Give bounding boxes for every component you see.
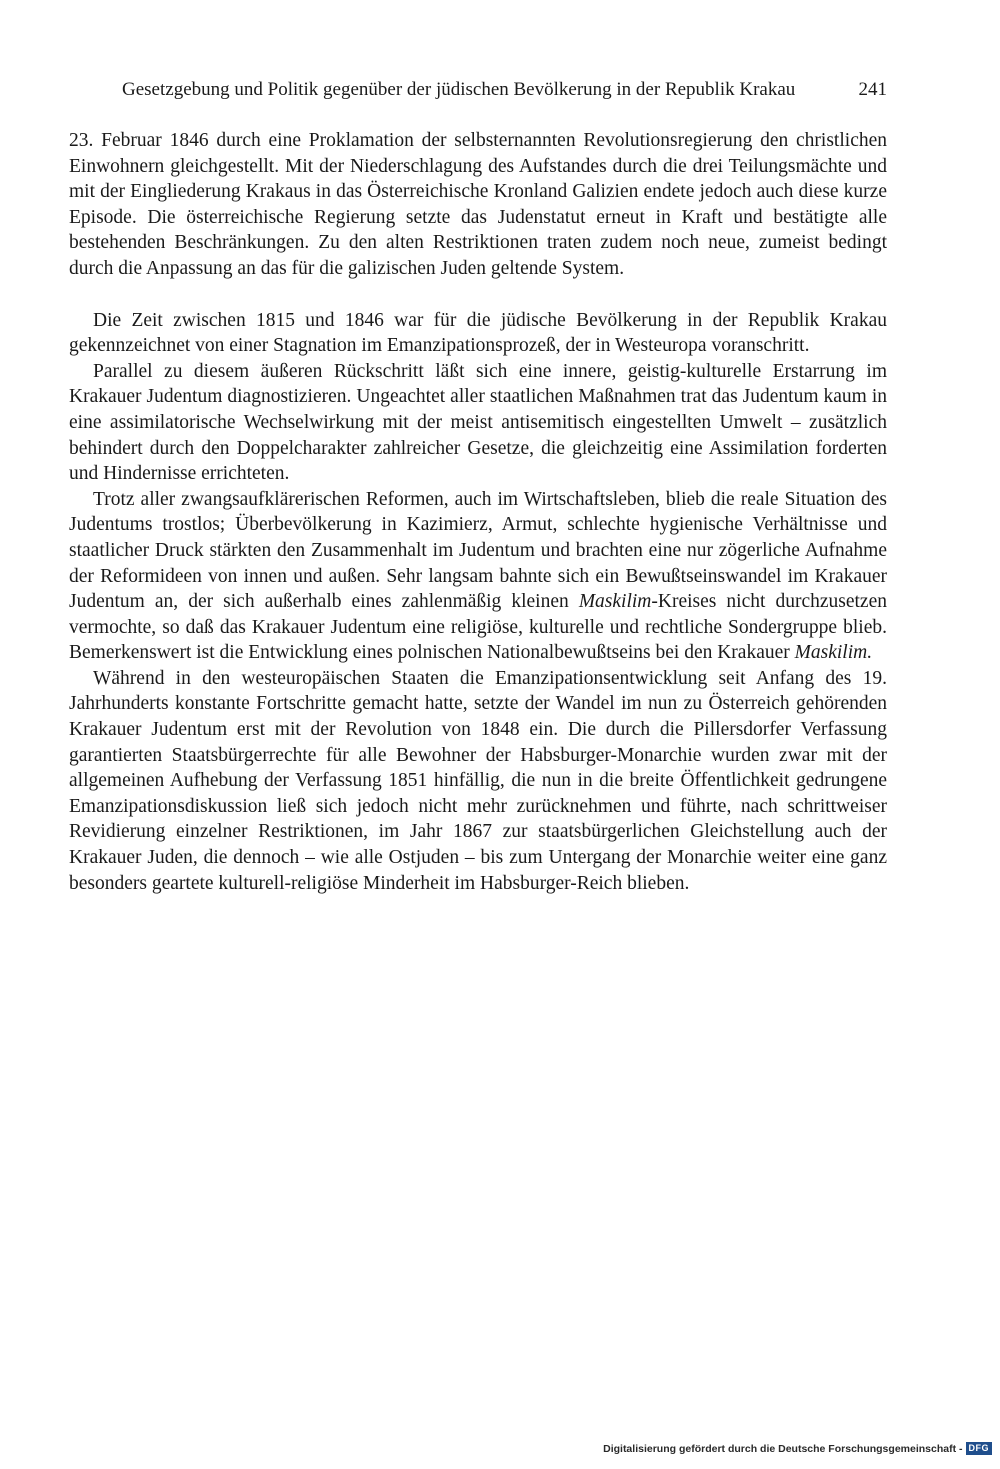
paragraph-2: Die Zeit zwischen 1815 und 1846 war für die jüdische Bevölkerung in der Republik Krakau gekennzeichnet von einer Stagnation im Emanzipationsprozeß, der in Westeuropa voranschritt.: [69, 309, 887, 357]
paragraph-4: [69, 487, 887, 666]
credit-text: Digitalisierung gefördert durch die Deutsche Forschungsgemeinschaft -: [603, 1442, 963, 1455]
body-text: [69, 128, 887, 896]
running-title: Gesetzgebung und Politik gegenüber der jüdischen Bevölkerung in der Republik Krakau: [122, 79, 796, 100]
paragraph-1: 23. Februar 1846 durch eine Proklamation der selbsternannten Revolutionsregierung den christlichen Einwohnern gleichgestellt. Mit der Niederschlagung des Aufstandes durch die drei Teilungsmächte und mit der Eingliederung Krakaus in das Österreichische Kronland Galizien endete jedoch auch diese kurze Episode. Die österreichische Regierung setzte das Judenstatut erneut in Kraft und bestätigte alle bestehenden Beschränkungen. Zu den alten Restriktionen traten zudem noch neue, zumeist bedingt durch die Anpassung an das für die galizischen Juden geltende System.: [69, 130, 887, 279]
paragraph-4-part-a: Trotz aller zwangsaufklärerischen Reformen, auch im Wirtschaftsleben, blieb die reale Situation des Judentums trostlos; Überbevölkerung in Kazimierz, Armut, schlechte hygienische Verhältnisse und staatlicher Druck stärkten den Zusammenhalt im Judentum und brachten eine nur zögerliche Aufnahme der Reformideen von innen und außen. Sehr langsam bahnte sich ein Bewußtseinswandel im Krakauer Judentum an, der sich außerhalb eines zahlenmäßig kleinen: [69, 488, 887, 613]
dfg-logo: DFG: [966, 1442, 993, 1455]
maskilim-term: Maskilim: [578, 591, 652, 613]
digitization-credit: [603, 1442, 992, 1455]
paragraph-4-part-b: -Kreises nicht durchzusetzen vermochte, so daß das Krakauer Judentum eine religiöse, kulturelle und rechtliche Sondergruppe blieb. Bemerkenswert ist die Entwicklung eines polnischen Nationalbewußtseins bei den Krakauer: [69, 591, 887, 664]
paragraph-3: Parallel zu diesem äußeren Rückschritt läßt sich eine innere, geistig-kulturelle Erstarrung im Krakauer Judentum diagnostizieren. Ungeachtet aller staatlichen Maßnahmen trat das Judentum kaum in eine assimilatorische Wechselwirkung mit der meist antisemitisch eingestellten Umwelt – zusätzlich behindert durch den Doppelcharakter zahlreicher Gesetze, die gleichzeitig eine Assimilation forderten und Hindernisse errichteten.: [69, 360, 887, 485]
paragraph-5: Während in den westeuropäischen Staaten die Emanzipationsentwicklung seit Anfang des 19. Jahrhunderts konstante Fortschritte gemacht hatte, setzte der Wandel im nun zu Österreich gehörenden Krakauer Judentum erst mit der Revolution von 1848 ein. Die durch die Pillersdorfer Verfassung garantierten Staatsbürgerrechte für alle Bewohner der Habsburger-Monarchie wurden zwar mit der allgemeinen Aufhebung der Verfassung 1851 hinfällig, die nun in die breite Öffentlichkeit gedrungene Emanzipationsdiskussion ließ sich jedoch nicht mehr zurücknehmen und führte, nach schrittweiser Revidierung einzelner Restriktionen, im Jahr 1867 zur staatsbürgerlichen Gleichstellung auch der Krakauer Juden, die dennoch – wie alle Ostjuden – bis zum Untergang der Monarchie weiter eine ganz besonders geartete kulturell-religiöse Minderheit im Habsburger-Reich blieben.: [69, 667, 887, 894]
page-number: 241: [858, 79, 887, 100]
maskilim-term-end: Maskilim.: [794, 642, 873, 664]
